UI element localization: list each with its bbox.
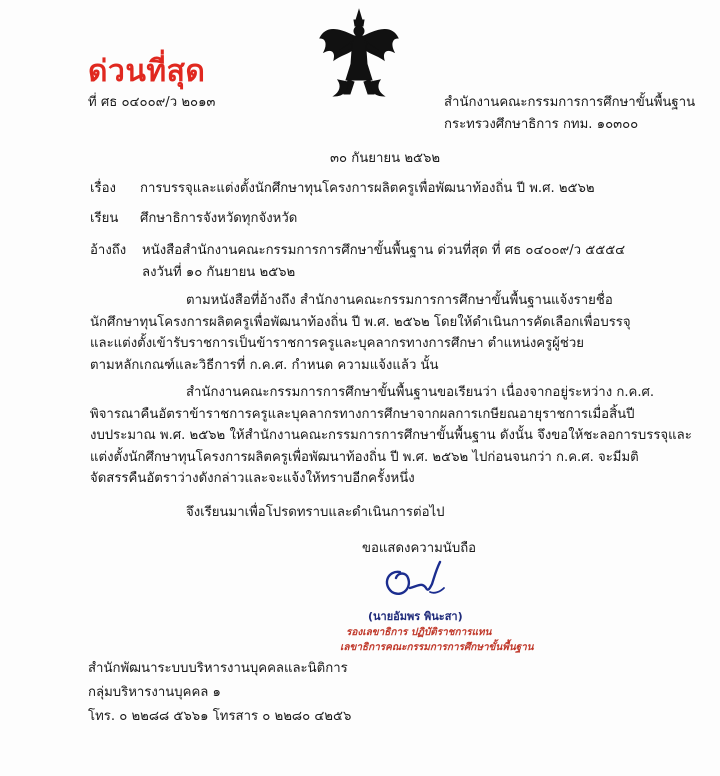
footer-office: สำนักพัฒนาระบบบริหารงานบุคคลและนิติการ xyxy=(88,661,348,676)
letter-date: ๓๐ กันยายน ๒๕๖๒ xyxy=(330,151,441,166)
reference-number: ที่ ศธ ๐๔๐๐๙/ว ๒๐๑๓ xyxy=(88,95,216,110)
recipient-text: ศึกษาธิการจังหวัดทุกจังหวัด xyxy=(140,211,298,226)
signer-name: (นายอัมพร พินะสา) xyxy=(368,610,463,623)
signature-image xyxy=(370,558,470,606)
urgency-stamp: ด่วนที่สุด xyxy=(88,54,206,89)
reference-line-2: ลงวันที่ ๑๐ กันยายน ๒๕๖๒ xyxy=(142,265,296,280)
subject-label: เรื่อง xyxy=(90,181,116,196)
signer-title-2: เลขาธิการคณะกรรมการการศึกษาขั้นพื้นฐาน xyxy=(340,642,534,653)
reference-label: อ้างถึง xyxy=(90,243,127,258)
closing-request: จึงเรียนมาเพื่อโปรดทราบและดำเนินการต่อไป xyxy=(186,505,445,520)
body-paragraph-2 xyxy=(90,382,692,490)
footer-group: กลุ่มบริหารงานบุคคล ๑ xyxy=(88,685,221,700)
signer-title-1: รองเลขาธิการ ปฏิบัติราชการแทน xyxy=(346,627,492,638)
closing-salutation: ขอแสดงความนับถือ xyxy=(362,541,477,556)
recipient-label: เรียน xyxy=(90,211,119,226)
paragraph-line: ตามหลักเกณฑ์และวิธีการที่ ก.ค.ศ. กำหนด ความแจ้งแล้ว นั้น xyxy=(90,357,439,373)
garuda-emblem-icon xyxy=(318,8,400,100)
paragraph-line: จัดสรรคืนอัตราว่างดังกล่าวและจะแจ้งให้ทราบอีกครั้งหนึ่ง xyxy=(90,471,415,486)
footer-phone: โทร. ๐ ๒๒๘๘ ๕๖๖๑ โทรสาร ๐ ๒๒๘๐ ๔๒๕๖ xyxy=(88,709,352,724)
reference-line-1: หนังสือสำนักงานคณะกรรมการการศึกษาขั้นพื้นฐาน ด่วนที่สุด ที่ ศธ ๐๔๐๐๙/ว ๕๕๕๔ xyxy=(142,243,626,258)
paragraph-line: งบประมาณ พ.ศ. ๒๕๖๒ ให้สำนักงานคณะกรรมการการศึกษาขั้นพื้นฐาน ดังนั้น จึงขอให้ชะลอการบรรจุและ xyxy=(90,428,692,443)
paragraph-line: แต่งตั้งนักศึกษาทุนโครงการผลิตครูเพื่อพัฒนาท้องถิ่น ปี พ.ศ. ๒๕๖๒ ไปก่อนจนกว่า ก.ค.ศ. จะมีมติ xyxy=(90,449,639,465)
agency-name: สำนักงานคณะกรรมการการศึกษาขั้นพื้นฐาน xyxy=(444,95,696,110)
subject-text: การบรรจุและแต่งตั้งนักศึกษาทุนโครงการผลิตครูเพื่อพัฒนาท้องถิ่น ปี พ.ศ. ๒๕๖๒ xyxy=(140,181,595,196)
body-paragraph-1 xyxy=(90,290,660,376)
paragraph-line: ตามหนังสือที่อ้างถึง สำนักงานคณะกรรมการการศึกษาขั้นพื้นฐานแจ้งรายชื่อ xyxy=(186,293,613,308)
agency-address: กระทรวงศึกษาธิการ กทม. ๑๐๓๐๐ xyxy=(444,117,639,132)
paragraph-line: และแต่งตั้งเข้ารับราชการเป็นข้าราชการครูและบุคลากรทางการศึกษา ตำแหน่งครูผู้ช่วย xyxy=(90,336,584,351)
paragraph-line: สำนักงานคณะกรรมการการศึกษาขั้นพื้นฐานขอเรียนว่า เนื่องจากอยู่ระหว่าง ก.ค.ศ. xyxy=(186,385,655,400)
paragraph-line: พิจารณาคืนอัตราข้าราชการครูและบุคลากรทางการศึกษาจากผลการเกษียณอายุราชการเมื่อสิ้นปี xyxy=(90,406,635,422)
paragraph-line: นักศึกษาทุนโครงการผลิตครูเพื่อพัฒนาท้องถิ่น ปี พ.ศ. ๒๕๖๒ โดยให้ดำเนินการคัดเลือกเพื่อบรรจุ xyxy=(90,314,631,330)
